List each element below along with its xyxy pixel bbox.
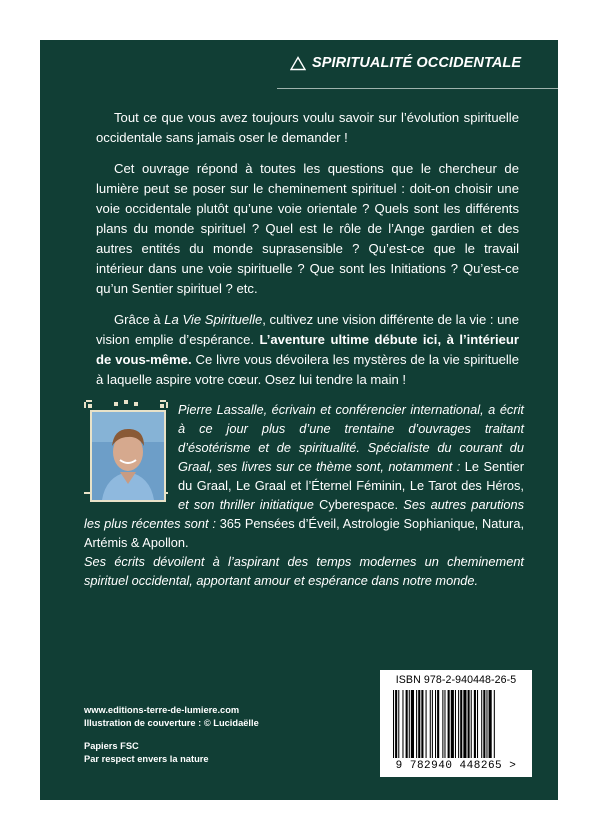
barcode-bar xyxy=(444,690,445,758)
author-portrait-icon xyxy=(92,412,164,500)
bio-works-1: Le Sentier du Graal, Le Graal et l’Éternel Féminin, Le Tarot des Héros, xyxy=(178,459,525,493)
cover-credit: Illustration de couverture : © Lucidaëlle xyxy=(84,718,259,728)
barcode-bar xyxy=(435,690,436,758)
barcode-bar xyxy=(471,690,472,758)
barcode-bar xyxy=(426,690,427,758)
barcode-bar xyxy=(418,690,420,758)
barcode-bar xyxy=(416,690,417,758)
barcode-digits: 9 782940 448265 > xyxy=(395,760,517,772)
barcode-bar xyxy=(494,690,495,758)
barcode-bar xyxy=(460,690,462,758)
blurb-p3-mid: , cultivez une vision différente de la vie : une vision emplie d’espérance. xyxy=(96,312,519,347)
barcode-bar xyxy=(393,690,394,758)
barcode-bar xyxy=(430,690,431,758)
publisher-website: www.editions-terre-de-lumiere.com xyxy=(84,705,240,715)
blurb-paragraph-2: Cet ouvrage répond à toutes les questions que le chercheur de lumière peut se poser sur le cheminement spirituel : doit-on choisir une voie occidentale plutôt qu’une voie orientale ? Quels sont les différents plans du monde spirituel ? Quel est le rôle de l’Ange gardien et des autres entités du monde suprasensible ? Qu’est-ce que le travail intérieur dans une voie spirituelle ? Que sont les Initiations ? Qu’est-ce qu’un Sentier spirituel ? etc. xyxy=(96,161,519,296)
series-divider xyxy=(277,88,558,89)
barcode-bar xyxy=(477,690,478,758)
bio-part-3: Ses autres parutions les plus récentes sont : xyxy=(84,497,525,531)
barcode-bar xyxy=(411,690,414,758)
barcode-bar xyxy=(458,690,459,758)
barcode-bar xyxy=(448,690,450,758)
barcode-bar xyxy=(481,690,482,758)
barcode-bar xyxy=(451,690,454,758)
nature-note: Par respect envers la nature xyxy=(84,754,209,764)
back-cover xyxy=(40,40,558,800)
barcode-bar xyxy=(395,690,397,758)
barcode-panel xyxy=(380,670,532,777)
barcode-bar xyxy=(437,690,439,758)
barcode-bar xyxy=(409,690,410,758)
barcode-bar xyxy=(398,690,399,758)
author-photo-frame xyxy=(84,400,168,500)
barcode-bar xyxy=(463,690,466,758)
barcode-bar xyxy=(432,690,433,758)
barcode-bar xyxy=(468,690,470,758)
blurb-paragraph-3 xyxy=(96,310,519,390)
book-title-inline: La Vie Spirituelle xyxy=(164,312,263,327)
blurb-paragraph-1: Tout ce que vous avez toujours voulu savoir sur l’évolution spirituelle occidentale sans jamais oser le demander ! xyxy=(96,110,519,145)
author-photo xyxy=(90,410,166,502)
barcode-bar xyxy=(474,690,476,758)
paper-label: Papiers FSC xyxy=(84,741,139,751)
bio-works-3: 365 Pensées d’Éveil, Astrologie Sophianique, Natura, Artémis & Apollon. xyxy=(84,516,524,550)
barcode-bar xyxy=(421,690,423,758)
barcode-bar xyxy=(406,690,408,758)
series-label xyxy=(290,52,521,74)
triangle-icon xyxy=(290,56,306,71)
bio-part-2: et son thriller initiatique xyxy=(178,497,320,512)
blurb-p3-end: Ce livre vous dévoilera les mystères de la vie spirituelle à laquelle aspire votre cœur. Osez lui tendre la main ! xyxy=(96,352,519,387)
series-title: SPIRITUALITÉ OCCIDENTALE xyxy=(312,55,522,71)
author-section xyxy=(84,400,524,590)
bio-part-4: Ses écrits dévoilent à l’aspirant des temps modernes un cheminement spirituel occidental, apportant amour et espérance dans notre monde. xyxy=(84,554,524,588)
barcode-bar xyxy=(486,690,487,758)
bio-part-1: Pierre Lassalle, écrivain et conférencier international, a écrit à ce jour plus d’une trentaine d’ouvrages traitant d’ésotérisme et de spiritualité. Spécialiste du courant du Graal, ses livres sur ce thème sont, notamment : xyxy=(178,402,524,474)
publisher-info xyxy=(84,704,259,766)
barcode-bar xyxy=(483,690,485,758)
bio-works-2: Cyberespace. xyxy=(319,497,399,512)
barcode-bar xyxy=(455,690,456,758)
isbn-label: ISBN 978-2-940448-26-5 xyxy=(395,674,517,686)
blurb-tagline: L’aventure ultime débute ici, à l’intérieur de vous-même. xyxy=(96,332,519,367)
barcode-bar xyxy=(442,690,443,758)
barcode-bar xyxy=(402,690,403,758)
book-blurb xyxy=(96,108,519,401)
blurb-p3-start: Grâce à xyxy=(114,312,165,327)
barcode-bar xyxy=(489,690,492,758)
